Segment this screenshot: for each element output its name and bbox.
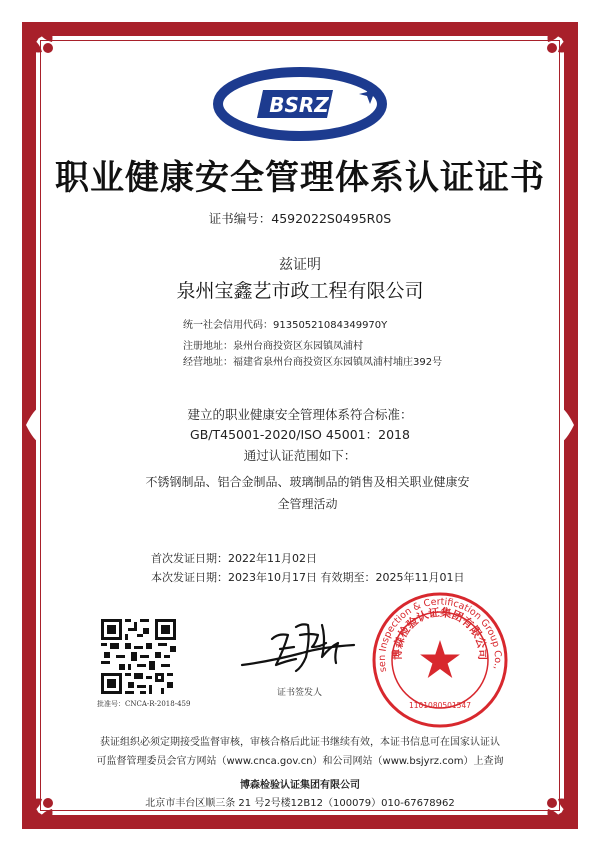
footer-organization: 博森检验认证集团有限公司: [240, 780, 360, 791]
registered-address-value: 泉州台商投资区东园镇凤浦村: [233, 341, 363, 352]
scope-line-1: 不锈钢制品、铝合金制品、玻璃制品的销售及相关职业健康安: [145, 475, 470, 489]
bsrz-logo: [205, 62, 395, 144]
standard-intro: 建立的职业健康安全管理体系符合标准：: [187, 407, 413, 422]
certificate-number-value: 4592022S0495R0S: [271, 211, 392, 226]
company-seal: [370, 590, 510, 730]
uscc-line: [183, 316, 387, 331]
registered-address-line: [183, 337, 363, 352]
certify-heading: 兹证明: [279, 257, 321, 273]
corner-ornament-top-left: [18, 18, 92, 92]
footer-address: 北京市丰台区顺三条 21 号2号楼12B12（100079）010-67678962: [145, 798, 455, 809]
certificate-title: 职业健康安全管理体系认证证书: [55, 158, 545, 198]
qr-code[interactable]: [101, 619, 176, 694]
seal-english-text: sen Inspection & Certification Group Co.,: [376, 596, 504, 674]
seal-chinese-text: 博森检验认证集团有限公司: [390, 605, 490, 661]
valid-until-date: 2025年11月01日: [375, 571, 465, 584]
first-issue-date-line: [151, 550, 317, 566]
valid-until-label: 有效期至：: [320, 571, 376, 584]
scope-text: [135, 471, 480, 515]
uscc-value: 91350521084349970Y: [273, 320, 388, 331]
current-issue-date: 2023年10月17日: [228, 571, 317, 584]
footer-notice-line-2: 可监督管理委员会官方网站（www.cnca.gov.cn）和公司网站（www.bsjyrz.com）上查询: [96, 756, 504, 767]
first-issue-date: 2022年11月02日: [228, 552, 317, 565]
scope-intro: 通过认证范围如下：: [243, 448, 357, 463]
approval-number: 批准号：CNCA-R-2018-459: [97, 700, 191, 708]
certificate-number: [0, 209, 600, 227]
first-issue-label: 首次发证日期：: [151, 552, 228, 565]
operating-address-line: [183, 353, 442, 368]
logo-text: BSRZ: [269, 93, 329, 117]
operating-address-value: 福建省泉州台商投资区东园镇凤浦村埔庄392号: [233, 357, 443, 368]
registered-address-label: 注册地址：: [183, 341, 233, 352]
standard: GB/T45001-2020/ISO 45001：2018: [190, 427, 410, 442]
current-issue-label: 本次发证日期：: [151, 571, 228, 584]
current-issue-date-line: [151, 569, 465, 585]
footer-notice-line-1: 获证组织必须定期接受监督审核，审核合格后此证书继续有效，本证书信息可在国家认证认: [100, 737, 500, 748]
signer-label: 证书签发人: [277, 688, 323, 698]
scope-line-2: 全管理活动: [277, 497, 338, 511]
corner-ornament-top-right: [508, 18, 582, 92]
operating-address-label: 经营地址：: [183, 357, 233, 368]
certificate-number-label: 证书编号：: [208, 211, 272, 226]
uscc-label: 统一社会信用代码：: [183, 320, 273, 331]
seal-number: 1101080501547: [408, 701, 472, 710]
company-name: 泉州宝鑫艺市政工程有限公司: [176, 280, 424, 302]
signature: [238, 605, 358, 685]
